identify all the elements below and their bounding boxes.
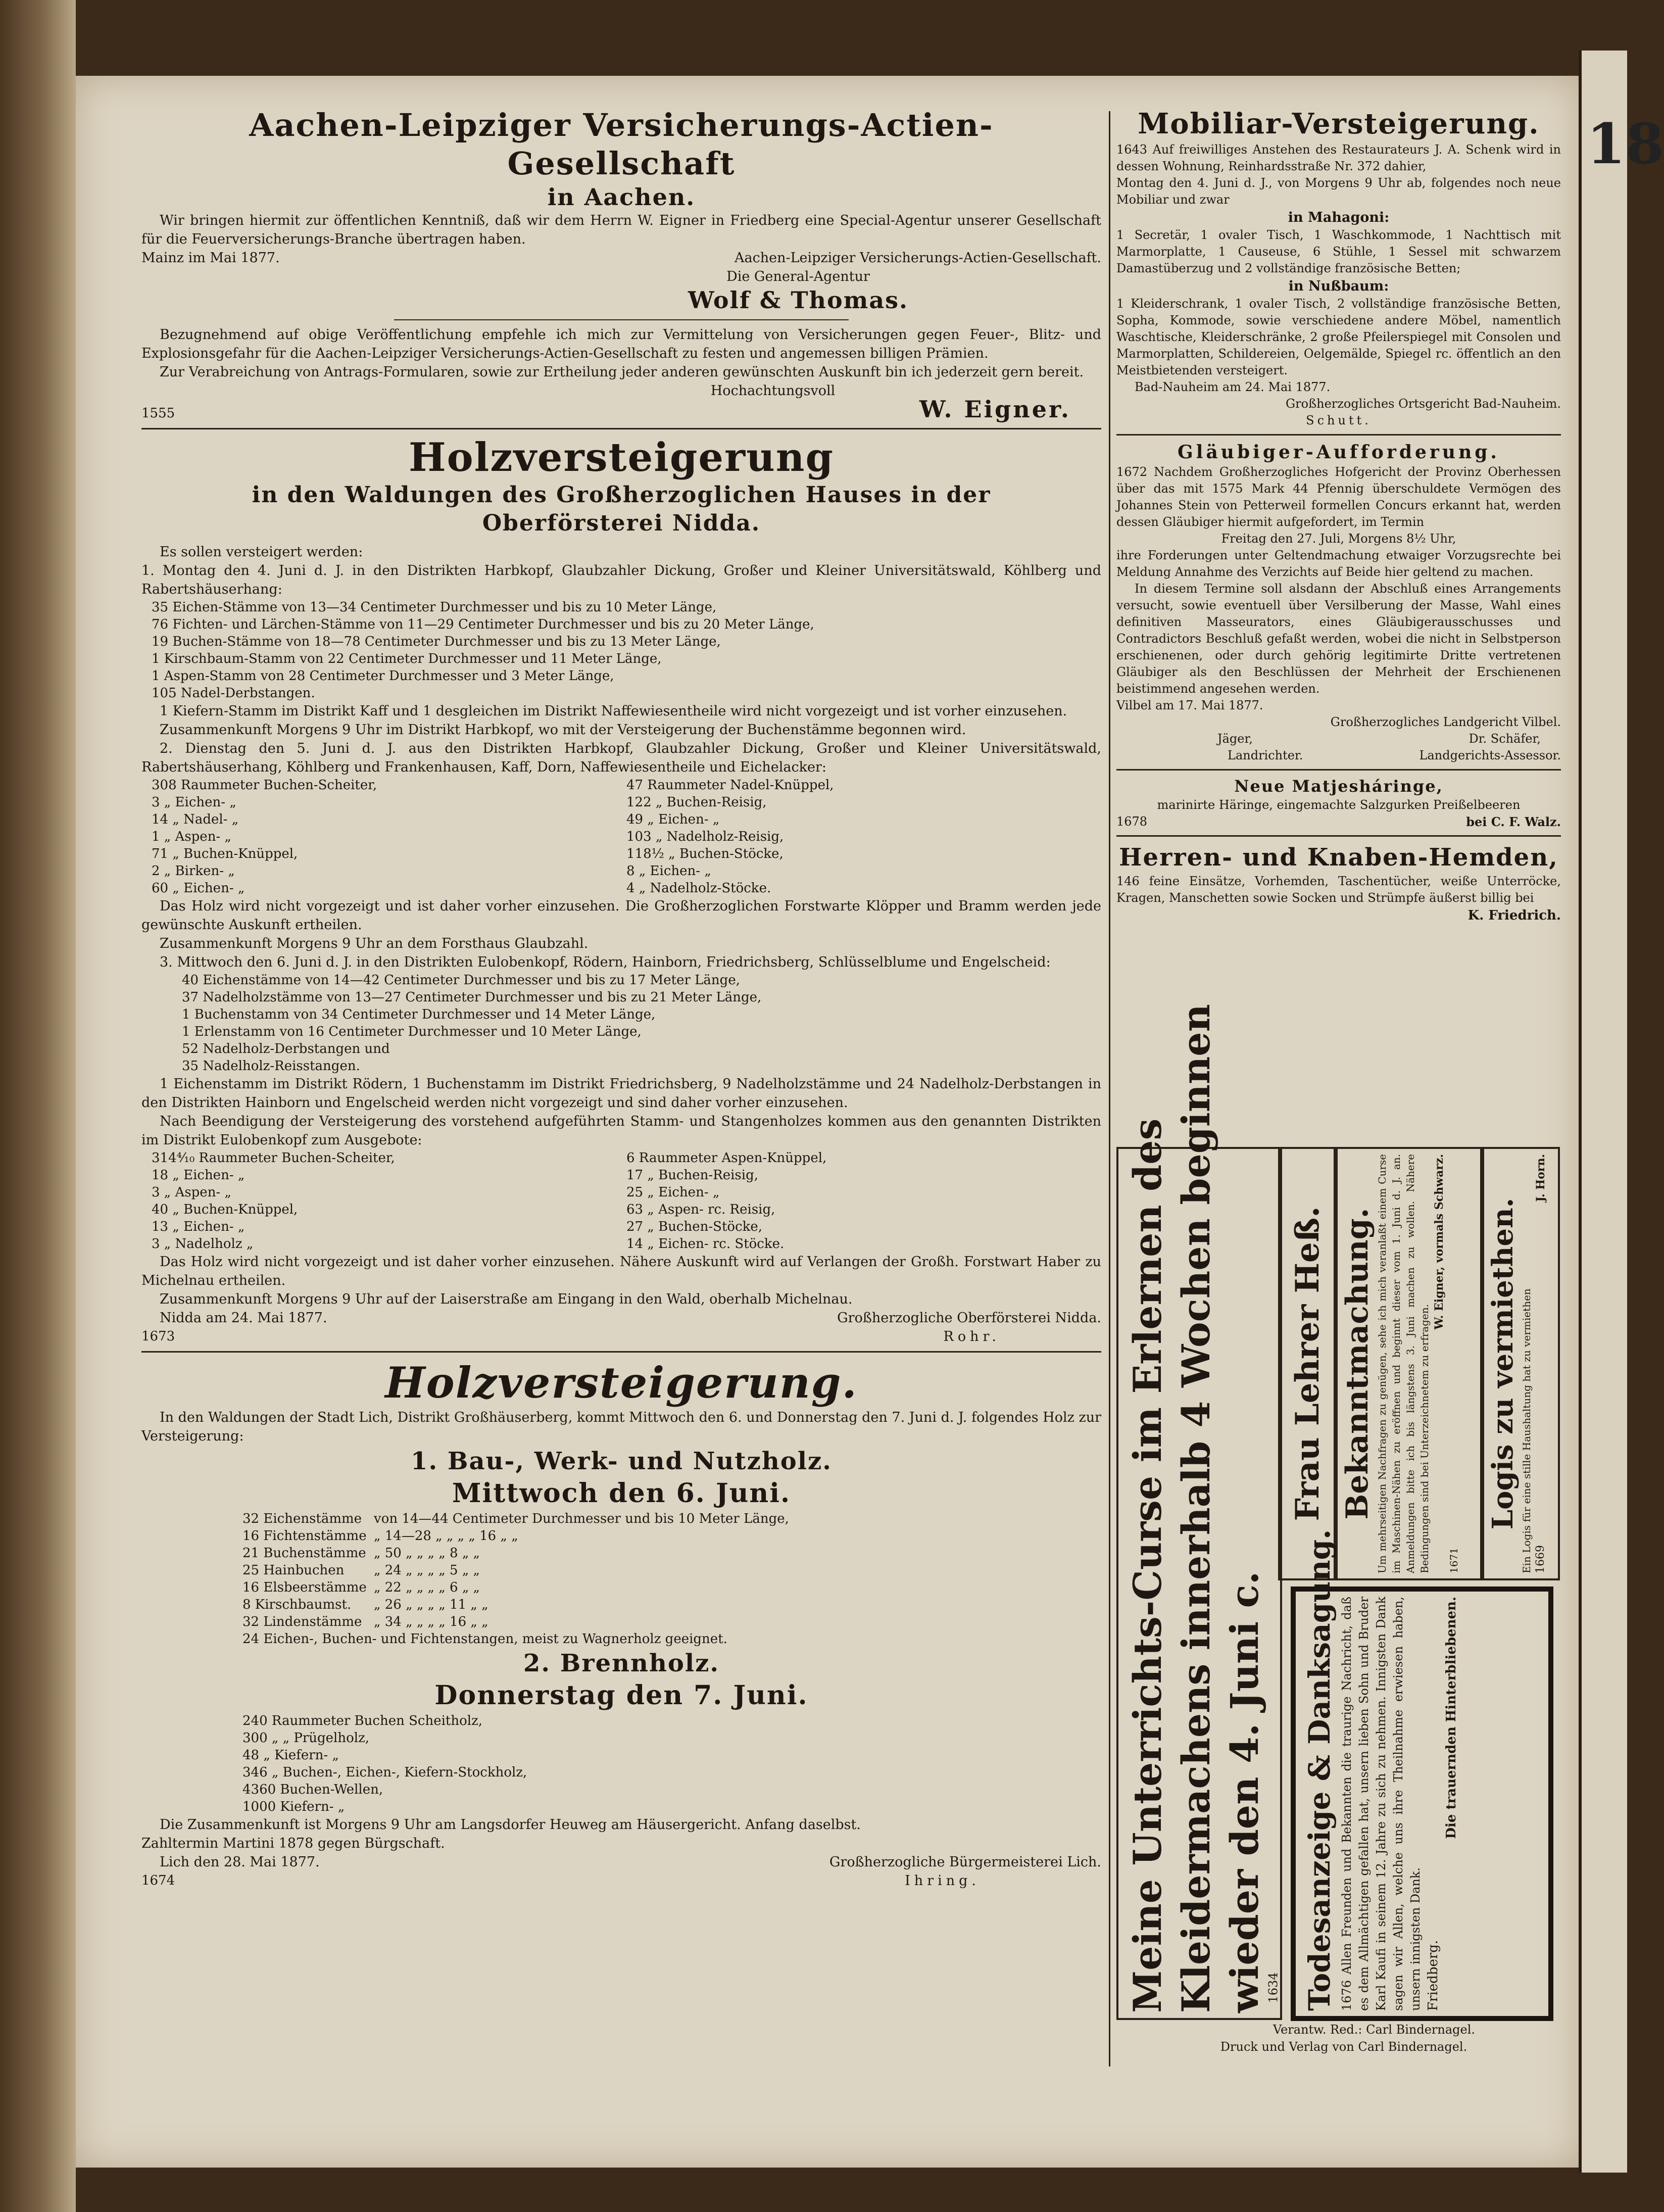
aachen-subtitle: in Aachen. <box>547 183 696 211</box>
table-row <box>242 1527 1101 1545</box>
holz1-ad <box>141 435 1101 1346</box>
holz2-brenn-list <box>141 1712 1101 1815</box>
hemden-ad <box>1116 842 1561 925</box>
holz2-section2-day: Donnerstag den 7. Juni. <box>434 1680 808 1711</box>
footer-line2: Druck und Verlag von Carl Bindernagel. <box>1220 2040 1467 2054</box>
list-item: 35 Eichen-Stämme von 13—34 Centimeter Durchmesser und bis zu 10 Meter Länge, <box>152 600 717 615</box>
holz1-day2-note: Das Holz wird nicht vorgezeigt und ist daher vorher einzusehen. Die Großherzoglichen Forstwarte Klöpper und Bramm werden jede gewünschte Auskunft ertheilen. <box>141 898 1101 933</box>
holz2-rows <box>141 1510 1101 1648</box>
table-cell: „ 14—28 „ „ „ „ 16 „ „ <box>374 1528 518 1544</box>
table-cell: 32 Lindenstämme <box>242 1614 362 1629</box>
table-cell: „ 34 „ „ „ „ 16 „ „ <box>374 1614 488 1629</box>
list-item: 37 Nadelholzstämme von 13—27 Centimeter Durchmesser und bis zu 21 Meter Länge, <box>182 990 762 1005</box>
holz2-section1-day: Mittwoch den 6. Juni. <box>452 1478 791 1509</box>
hemden-title: Herren- und Knaben-Hemden, <box>1119 843 1558 872</box>
holz2-intro: In den Waldungen der Stadt Lich, Distrikt Großhäuserberg, kommt Mittwoch den 6. und Donnerstag den 7. Juni d. J. folgendes Holz zur Versteigerung: <box>141 1410 1101 1444</box>
list-item: 346 „ Buchen-, Eichen-, Kiefern-Stockholz, <box>242 1765 527 1780</box>
holz1-day2-right-list <box>626 777 1081 897</box>
holz2-number: 1674 <box>141 1873 175 1888</box>
holz1-subtitle: in den Waldungen des Großherzoglichen Hauses in der Oberförsterei Nidda. <box>252 482 991 536</box>
list-item: 1000 Kiefern- „ <box>242 1799 345 1814</box>
table-cell: 24 Eichen-, Buchen- und Fichtenstangen, meist zu Wagnerholz geeignet. <box>242 1631 727 1647</box>
table-row <box>242 1596 1101 1613</box>
glaeubiger-p4: In diesem Termine soll alsdann der Abschluß eines Arrangements versucht, sowie eventuell über Versilberung der Masse, Wahl eines definitiven Masseurators, eines Gläubigerausschusses und Contradictors Beschluß gefaßt werden, wobei die nicht in Selbstperson erschienenen, oder durch gehörig legitimirte Dritte vertretenen Gläubiger als den Beschlüssen der Mehrheit der Erschienenen beistimmend angesehen werden. <box>1116 582 1561 696</box>
aachen-paragraph-1: Wir bringen hiermit zur öffentlichen Kenntniß, daß wir dem Herrn W. Eigner in Friedberg eine Special-Agentur unserer Gesellschaft für die Feuerversicherungs-Branche übertragen haben. <box>141 213 1101 247</box>
todes-place: Friedberg. <box>1426 1940 1441 2011</box>
list-item: 308 Raummeter Buchen-Scheiter, <box>152 778 377 793</box>
list-item: 240 Raummeter Buchen Scheitholz, <box>242 1713 483 1728</box>
list-item: 40 „ Buchen-Knüppel, <box>152 1202 298 1217</box>
next-page-edge <box>1579 51 1664 2173</box>
table-cell: „ 26 „ „ „ „ 11 „ „ <box>374 1597 488 1612</box>
table-row <box>242 1545 1101 1562</box>
list-item: 63 „ Aspen- rc. Reisig, <box>626 1202 775 1217</box>
table-row <box>242 1630 1101 1648</box>
glaeubiger-ad <box>1116 441 1561 764</box>
list-item: 71 „ Buchen-Knüppel, <box>152 846 298 861</box>
table-cell: 8 Kirschbaumst. <box>242 1597 352 1612</box>
matjes-ad <box>1116 776 1561 830</box>
list-item: 19 Buchen-Stämme von 18—78 Centimeter Durchmesser und bis zu 13 Meter Länge, <box>152 634 721 649</box>
mobiliar-signer: Schutt. <box>1306 413 1372 427</box>
holz2-section2: 2. Brennholz. <box>523 1649 720 1677</box>
list-item: 1 Erlenstamm von 16 Centimeter Durchmesser und 10 Meter Länge, <box>182 1024 642 1039</box>
aachen-ad <box>141 106 1101 423</box>
glaeubiger-role1: Landrichter. <box>1228 748 1303 762</box>
footer <box>1127 2021 1561 2055</box>
aachen-paragraph-3: Zur Verabreichung von Antrags-Formularen, sowie zur Ertheilung jeder anderen gewünschten Auskunft bin ich jederzeit gern bereit. <box>160 364 1084 380</box>
glaeubiger-title: Gläubiger-Aufforderung. <box>1178 442 1500 463</box>
todes-signer: Die trauernden Hinterbliebenen. <box>1444 1597 1459 1839</box>
list-item: 60 „ Eichen- „ <box>152 881 245 896</box>
table-cell: „ 24 „ „ „ „ 5 „ „ <box>374 1563 480 1578</box>
mobiliar-h2: in Nußbaum: <box>1288 278 1389 294</box>
glaeubiger-p3: ihre Forderungen unter Geltendmachung etwaiger Vorzugsrechte bei Meldung Annahme des Verzichts auf Beide hier geltend zu machen. <box>1116 548 1561 579</box>
holz1-day1: 1. Montag den 4. Juni d. J. in den Distrikten Harbkopf, Glaubzahler Dickung, Großer und Kleiner Universitätswald, Köhlberg und Rabertshäuserhang: <box>141 563 1101 597</box>
glaeubiger-p1: 1672 Nachdem Großherzogliches Hofgericht der Provinz Oberhessen über das mit 1575 Mark 44 Pfennig überschuldete Vermögen des Johannes Stein von Petterweil formellen Concurs erkannt hat, werden dessen Gläubiger hiermit aufgefordert, im Termin <box>1116 465 1561 529</box>
holz1-day3-after: Nach Beendigung der Versteigerung des vorstehend aufgeführten Stamm- und Stangenholzes kommen aus den genannten Distrikten im Distrikt Eulobenkopf zum Ausgebote: <box>141 1114 1101 1148</box>
list-item: 1 Kirschbaum-Stamm von 22 Centimeter Durchmesser und 11 Meter Länge, <box>152 651 662 666</box>
holz1-day3-list <box>141 972 1101 1075</box>
list-item: 14 „ Eichen- rc. Stöcke. <box>626 1236 785 1252</box>
unterricht-line2: Kleidermachens innerhalb 4 Wochen beginnen <box>1173 1004 1218 2013</box>
holz1-day1-list <box>141 599 1101 702</box>
holz1-title: Holzversteigerung <box>408 435 835 480</box>
todes-text: 1676 Allen Freunden und Bekannten die traurige Nachricht, daß es dem Allmächtigen gefallen hat, unsern lieben Sohn und Bruder Karl Kaufi in seinem 12. Jahre zu sich zu nehmen. Innigsten Dank sagen wir Allen, welche uns ihre Theilnahme erwiesen haben, unsern innigsten Dank. <box>1340 1597 1423 2011</box>
bekannt-number: 1671 <box>1448 1548 1460 1573</box>
mobiliar-mahagoni: 1 Secretär, 1 ovaler Tisch, 1 Waschkommode, 1 Nachttisch mit Marmorplatte, 1 Causeuse, 6 Stühle, 1 Sessel mit schwarzem Damastüberzug und 2 vollständige französische Betten; <box>1116 228 1561 275</box>
table-cell: 21 Buchenstämme <box>242 1546 366 1561</box>
unterricht-signer: Frau Lehrer Heß. <box>1289 1206 1327 1521</box>
table-cell: 25 Hainbuchen <box>242 1563 345 1578</box>
list-item: 103 „ Nadelholz-Reisig, <box>626 829 784 844</box>
holz1-day1-meet: Zusammenkunft Morgens 9 Uhr im Distrikt Harbkopf, wo mit der Versteigerung der Buchenstämme begonnen wird. <box>160 722 966 738</box>
hemden-text: 146 feine Einsätze, Vorhemden, Taschentücher, weiße Unterröcke, Kragen, Manschetten sowie Socken und Strümpfe äußerst billig bei <box>1116 874 1561 905</box>
table-cell: 16 Fichtenstämme <box>242 1528 367 1544</box>
holz1-intro: Es sollen versteigert werden: <box>160 544 363 560</box>
unterricht-line3: wieder den 4. Juni c. <box>1222 1571 1267 2013</box>
holz2-ad <box>141 1358 1101 1890</box>
holz1-day1-note: 1 Kiefern-Stamm im Distrikt Kaff und 1 desgleichen im Distrikt Naffewiesentheile wird nicht vorgezeigt und ist vorher einzusehen. <box>160 703 1067 719</box>
mobiliar-office: Großherzogliches Ortsgericht Bad-Nauheim. <box>1285 397 1561 411</box>
bekannt-text: Um mehrseitigen Nachfragen zu genügen, sehe ich mich veranlaßt einem Curse im Maschinen-Nähen zu eröffnen und beginnt dieser vom 1. Juni d. J. an. Anmeldungen bitte ich bis längstens 3. Juni machen zu wollen. Nähere Bedingungen sind bei Unterzeichnetem zu erfragen. <box>1376 1154 1431 1573</box>
logis-number: 1669 <box>1534 1545 1547 1573</box>
holz1-day3: 3. Mittwoch den 6. Juni d. J. in den Distrikten Eulobenkopf, Rödern, Hainborn, Friedrichsberg, Schlüsselblume und Engelscheid: <box>160 954 1051 970</box>
holz1-signer: Rohr. <box>943 1329 1000 1344</box>
holz1-day2: 2. Dienstag den 5. Juni d. J. aus den Distrikten Harbkopf, Glaubzahler Dickung, Großer und Kleiner Universitätswald, Rabertshäuserhang, Köhlberg und Frankenhausen, Kaff, Dorn, Naffewiesentheile und Eichelacker: <box>141 741 1101 775</box>
holz1-number: 1673 <box>141 1329 175 1344</box>
holz2-office: Großherzogliche Bürgermeisterei Lich. <box>829 1854 1101 1870</box>
list-item: 49 „ Eichen- „ <box>626 812 720 827</box>
holz2-meet: Die Zusammenkunft ist Morgens 9 Uhr am Langsdorfer Heuweg am Häusergericht. Anfang daselbst. <box>160 1817 861 1833</box>
bekannt-ad <box>1334 1147 1484 1580</box>
list-item: 1 Aspen-Stamm von 28 Centimeter Durchmesser und 3 Meter Länge, <box>152 668 614 684</box>
mobiliar-h1: in Mahagoni: <box>1288 210 1390 225</box>
list-item: 17 „ Buchen-Reisig, <box>626 1168 759 1183</box>
column-divider <box>1109 111 1110 2066</box>
holz1-day3-note: 1 Eichenstamm im Distrikt Rödern, 1 Buchenstamm im Distrikt Friedrichsberg, 9 Nadelholzstämme und 24 Nadelholz-Derbstangen in den Distrikten Hainborn und Engelscheid werden nicht vorgezeigt und sind daher vorher einzusehen. <box>141 1076 1101 1111</box>
matjes-number: 1678 <box>1116 814 1148 829</box>
glaeubiger-place-date: Vilbel am 17. Mai 1877. <box>1116 698 1263 712</box>
table-cell: 16 Elsbeerstämme <box>242 1580 367 1595</box>
table-cell: „ 22 „ „ „ „ 6 „ „ <box>374 1580 480 1595</box>
table-row <box>242 1613 1101 1630</box>
holz2-title: Holzversteigerung. <box>385 1358 858 1408</box>
list-item: 25 „ Eichen- „ <box>626 1185 720 1200</box>
mobiliar-title: Mobiliar-Versteigerung. <box>1138 107 1540 140</box>
mobiliar-p2: Montag den 4. Juni d. J., von Morgens 9 Uhr ab, folgendes noch neue Mobiliar und zwar <box>1116 176 1561 207</box>
list-item: 27 „ Buchen-Stöcke, <box>626 1219 763 1234</box>
list-item: 3 „ Nadelholz „ <box>152 1236 254 1252</box>
todes-title: Todesanzeige & Danksagung. <box>1302 1529 1337 2011</box>
list-item: 314⁴⁄₁₀ Raummeter Buchen-Scheiter, <box>152 1150 395 1166</box>
aachen-number: 1555 <box>141 406 175 421</box>
unterricht-number: 1634 <box>1266 1972 1281 2003</box>
lehrer-hess-ad <box>1278 1147 1338 1580</box>
list-item: 3 „ Aspen- „ <box>152 1185 231 1200</box>
list-item: 52 Nadelholz-Derbstangen und <box>182 1041 390 1056</box>
table-row <box>242 1510 1101 1527</box>
holz1-day2-meet: Zusammenkunft Morgens 9 Uhr an dem Forsthaus Glaubzahl. <box>160 936 589 951</box>
glaeubiger-office: Großherzogliches Landgericht Vilbel. <box>1330 715 1561 729</box>
logis-title: Logis zu vermiethen. <box>1486 1197 1520 1530</box>
holz1-day3-left-list <box>152 1149 606 1253</box>
aachen-signer: W. Eigner. <box>919 396 1071 423</box>
list-item: 2 „ Birken- „ <box>152 863 235 879</box>
list-item: 4 „ Nadelholz-Stöcke. <box>626 881 771 896</box>
aachen-agency-label: Die General-Agentur <box>726 269 870 284</box>
mobiliar-nussbaum: 1 Kleiderschrank, 1 ovaler Tisch, 2 vollständige französische Betten, Sopha, Kommode, sowie verschiedene andere Möbel, namentlich Waschtische, Kleiderschränke, 2 große Pfeilerspiegel mit Consolen und Marmorplatten, Schildereien, Oelgemälde, Spiegel rc. öffentlich an den Meistbietenden versteigert. <box>1116 297 1561 377</box>
aachen-company: Aachen-Leipziger Versicherungs-Actien-Gesellschaft. <box>734 250 1101 266</box>
list-item: 76 Fichten- und Lärchen-Stämme von 11—29 Centimeter Durchmesser und bis zu 20 Meter Länge, <box>152 617 814 632</box>
unterricht-line1: Meine Unterrichts-Curse im Erlernen des <box>1125 1118 1170 2013</box>
list-item: 13 „ Eichen- „ <box>152 1219 245 1234</box>
holz1-place-date: Nidda am 24. Mai 1877. <box>160 1310 327 1326</box>
glaeubiger-sig2: Dr. Schäfer, <box>1469 732 1541 746</box>
edge-page-number: 18 <box>1587 111 1664 176</box>
glaeubiger-sig1: Jäger, <box>1217 732 1253 746</box>
mobiliar-p1: 1643 Auf freiwilliges Anstehen des Restaurateurs J. A. Schenk wird in dessen Wohnung, Reinhardsstraße Nr. 372 dahier, <box>1116 142 1561 173</box>
aachen-place-date: Mainz im Mai 1877. <box>141 250 280 266</box>
list-item: 105 Nadel-Derbstangen. <box>152 686 315 701</box>
holz1-day3-note2: Das Holz wird nicht vorgezeigt und ist daher vorher einzusehen. Nähere Auskunft wird auf Verlangen der Großh. Forstwart Haber zu Michelnau ertheilen. <box>141 1254 1101 1288</box>
glaeubiger-role2: Landgerichts-Assessor. <box>1419 748 1561 762</box>
matjes-title: Neue Matjesháringe, <box>1234 777 1443 796</box>
mobiliar-ad <box>1116 106 1561 429</box>
holz2-section1: 1. Bau-, Werk- und Nutzholz. <box>411 1447 832 1475</box>
list-item: 118½ „ Buchen-Stöcke, <box>626 846 784 861</box>
list-item: 4360 Buchen-Wellen, <box>242 1782 383 1797</box>
matjes-seller: bei C. F. Walz. <box>1466 814 1561 829</box>
bekannt-signer: W. Eigner, vormals Schwarz. <box>1433 1154 1446 1330</box>
glaeubiger-p2: Freitag den 27. Juli, Morgens 8½ Uhr, <box>1221 532 1456 546</box>
bekannt-title: Bekanntmachung. <box>1340 1208 1375 1520</box>
holz2-pay: Zahltermin Martini 1878 gegen Bürgschaft. <box>141 1836 445 1851</box>
table-row <box>242 1562 1101 1579</box>
left-column <box>141 106 1101 1890</box>
unterricht-ad <box>1116 1004 1282 2020</box>
list-item: 6 Raummeter Aspen-Knüppel, <box>626 1150 827 1166</box>
list-item: 47 Raummeter Nadel-Knüppel, <box>626 778 834 793</box>
list-item: 40 Eichenstämme von 14—42 Centimeter Durchmesser und bis zu 17 Meter Länge, <box>182 973 740 988</box>
holz1-day3-right-list <box>626 1149 1081 1253</box>
footer-line1: Verantw. Red.: Carl Bindernagel. <box>1273 2023 1476 2037</box>
right-column <box>1116 106 1561 925</box>
aachen-closing: Hochachtungsvoll <box>710 383 836 399</box>
list-item: 3 „ Eichen- „ <box>152 795 236 810</box>
list-item: 1 Buchenstamm von 34 Centimeter Durchmesser und 14 Meter Länge, <box>182 1007 656 1022</box>
aachen-title: Aachen-Leipziger Versicherungs-Actien-Gesellschaft <box>249 107 994 182</box>
holz1-office: Großherzogliche Oberförsterei Nidda. <box>837 1310 1101 1326</box>
list-item: 18 „ Eichen- „ <box>152 1168 245 1183</box>
aachen-paragraph-2: Bezugnehmend auf obige Veröffentlichung empfehle ich mich zur Vermittelung von Versicherungen gegen Feuer-, Blitz- und Explosionsgefahr für die Aachen-Leipziger Versicherungs-Actien-Gesellschaft zu festen und angemessen billigen Prämien. <box>141 327 1101 361</box>
hemden-seller: K. Friedrich. <box>1467 908 1561 923</box>
aachen-agency-name: Wolf & Thomas. <box>688 286 909 314</box>
list-item: 48 „ Kiefern- „ <box>242 1748 339 1763</box>
matjes-text: marinirte Häringe, eingemachte Salzgurken Preißelbeeren <box>1157 798 1521 812</box>
table-cell: 32 Eichenstämme <box>242 1511 362 1526</box>
holz2-signer: Ihring. <box>905 1873 980 1889</box>
list-item: 122 „ Buchen-Reisig, <box>626 795 767 810</box>
holz1-day2-left-list <box>152 777 606 897</box>
table-cell: von 14—44 Centimeter Durchmesser und bis 10 Meter Länge, <box>374 1511 789 1526</box>
list-item: 14 „ Nadel- „ <box>152 812 239 827</box>
list-item: 300 „ „ Prügelholz, <box>242 1730 370 1746</box>
list-item: 1 „ Aspen- „ <box>152 829 231 844</box>
holz2-place-date: Lich den 28. Mai 1877. <box>160 1854 320 1870</box>
list-item: 8 „ Eichen- „ <box>626 863 711 879</box>
book-spine <box>0 0 76 2212</box>
table-cell: „ 50 „ „ „ „ 8 „ „ <box>374 1546 480 1561</box>
holz1-day3-meet: Zusammenkunft Morgens 9 Uhr auf der Laiserstraße am Eingang in den Wald, oberhalb Michelnau. <box>160 1291 853 1307</box>
logis-text: Ein Logis für eine stille Haushaltung hat zu vermiethen <box>1521 1288 1533 1573</box>
logis-ad <box>1480 1147 1560 1580</box>
mobiliar-place-date: Bad-Nauheim am 24. Mai 1877. <box>1135 380 1331 394</box>
logis-signer: J. Horn. <box>1534 1154 1547 1202</box>
list-item: 35 Nadelholz-Reisstangen. <box>182 1059 360 1074</box>
table-row <box>242 1579 1101 1596</box>
